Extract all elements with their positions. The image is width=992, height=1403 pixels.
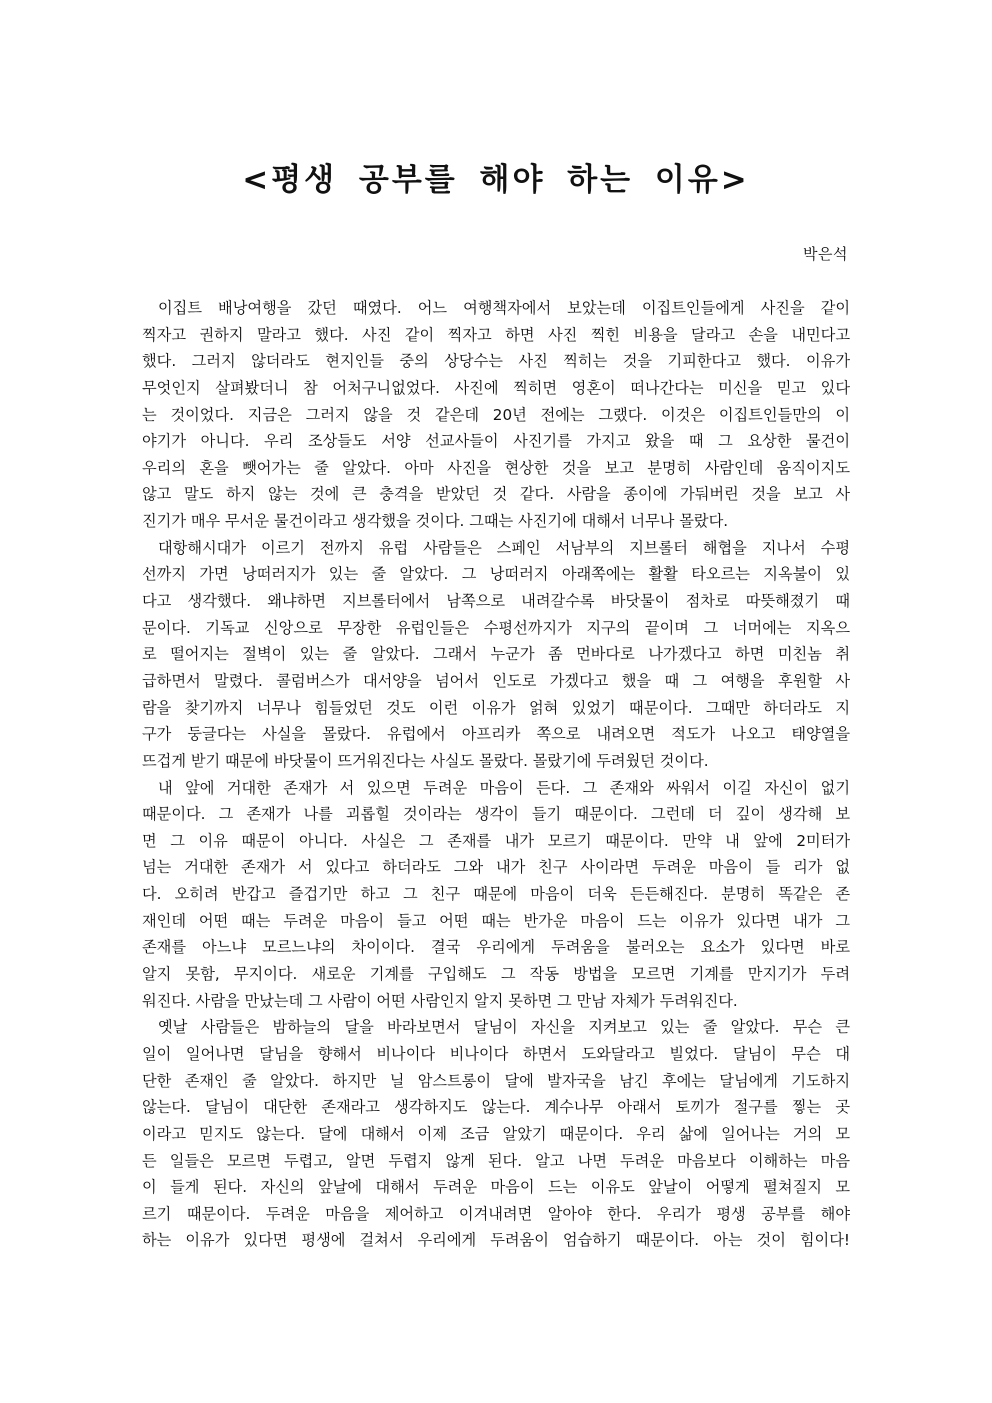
body-text: [142, 295, 850, 1254]
text-line: 않고 말도 하지 않는 것에 큰 충격을 받았던 것 같다. 사람을 종이에 가둬버린 것을 보고 사: [142, 485, 850, 504]
text-line: 선까지 가면 낭떠러지가 있는 줄 알았다. 그 낭떠러지 아래쪽에는 활활 타오르는 지옥불이 있: [142, 565, 850, 584]
text-line: 면 그 이유 때문이 아니다. 사실은 그 존재를 내가 모르기 때문이다. 만약 내 앞에 2미터가: [142, 831, 850, 850]
text-line: 이라고 믿지도 않는다. 달에 대해서 이제 조금 알았기 때문이다. 우리 삶에 일어나는 거의 모: [142, 1124, 850, 1143]
text-line: 내 앞에 거대한 존재가 서 있으면 두려운 마음이 든다. 그 존재와 싸워서 이길 자신이 없기: [158, 778, 850, 797]
text-line: 다. 오히려 반갑고 즐겁기만 하고 그 친구 때문에 마음이 더욱 든든해진다. 분명히 똑같은 존: [142, 885, 850, 904]
text-line: 르기 때문이다. 두려운 마음을 제어하고 이겨내려면 알아야 한다. 우리가 평생 공부를 해야: [142, 1204, 850, 1223]
text-line: 넘는 거대한 존재가 서 있다고 하더라도 그와 내가 친구 사이라면 두려운 마음이 들 리가 없: [142, 858, 850, 877]
text-line: 찍자고 권하지 말라고 했다. 사진 같이 찍자고 하면 사진 찍힌 비용을 달라고 손을 내민다고: [142, 325, 850, 344]
text-line: 대항해시대가 이르기 전까지 유럽 사람들은 스페인 서남부의 지브롤터 해협을 지나서 수평: [158, 538, 850, 557]
text-line: 워진다. 사람을 만났는데 그 사람이 어떤 사람인지 알지 못하면 그 만남 자체가 두려워진다.: [142, 991, 738, 1010]
document-title: <평생 공부를 해야 하는 이유>: [242, 162, 750, 198]
text-line: 알지 못함, 무지이다. 새로운 기계를 구입해도 그 작동 방법을 모르면 기계를 만지기가 두려: [142, 965, 850, 984]
text-line: 든 일들은 모르면 두렵고, 알면 두렵지 않게 된다. 알고 나면 두려운 마음보다 이해하는 마음: [142, 1151, 850, 1170]
text-line: 진기가 매우 무서운 물건이라고 생각했을 것이다. 그때는 사진기에 대해서 너무나 몰랐다.: [142, 512, 729, 531]
text-line: 단한 존재인 줄 알았다. 하지만 닐 암스트롱이 달에 발자국을 남긴 후에는 달님에게 기도하지: [142, 1071, 850, 1090]
text-line: 로 떨어지는 절벽이 있는 줄 알았다. 그래서 누군가 좀 먼바다로 나가겠다고 하면 미친놈 취: [142, 645, 850, 664]
text-line: 무엇인지 살펴봤더니 참 어처구니없었다. 사진에 찍히면 영혼이 떠나간다는 미신을 믿고 있다: [142, 378, 850, 397]
text-line: 급하면서 말렸다. 콜럼버스가 대서양을 넘어서 인도로 가겠다고 했을 때 그 여행을 후원할 사: [142, 671, 850, 690]
text-line: 이집트 배낭여행을 갔던 때였다. 어느 여행책자에서 보았는데 이집트인들에게 사진을 같이: [158, 299, 850, 317]
text-line: 하는 이유가 있다면 평생에 걸쳐서 우리에게 두려움이 엄습하기 때문이다. 아는 것이 힘이다!: [142, 1231, 850, 1250]
text-line: 는 것이었다. 지금은 그러지 않을 것 같은데 20년 전에는 그랬다. 이것은 이집트인들만의 이: [142, 405, 850, 424]
text-line: 야기가 아니다. 우리 조상들도 서양 선교사들이 사진기를 가지고 왔을 때 그 요상한 물건이: [142, 432, 850, 451]
text-line: 구가 둥글다는 사실을 몰랐다. 유럽에서 아프리카 쪽으로 내려오면 적도가 나오고 태양열을: [142, 725, 850, 744]
text-line: 우리의 혼을 뺏어가는 줄 알았다. 아마 사진을 현상한 것을 보고 분명히 사람인데 움직이지도: [142, 458, 850, 477]
text-line: 존재를 아느냐 모르느냐의 차이이다. 결국 우리에게 두려움을 불러오는 요소가 있다면 바로: [142, 938, 850, 957]
text-line: 람을 찾기까지 너무나 힘들었던 것도 이런 이유가 얽혀 있었기 때문이다. 그때만 하더라도 지: [142, 698, 850, 717]
text-line: 않는다. 달님이 대단한 존재라고 생각하지도 않는다. 계수나무 아래서 토끼가 절구를 찧는 곳: [142, 1098, 850, 1117]
text-line: 뜨겁게 받기 때문에 바닷물이 뜨거워진다는 사실도 몰랐다. 몰랐기에 두려웠던 것이다.: [142, 751, 709, 770]
text-line: 재인데 어떤 때는 두려운 마음이 들고 어떤 때는 반가운 마음이 드는 이유가 있다면 내가 그: [142, 911, 850, 930]
text-line: 이 들게 된다. 자신의 앞날에 대해서 두려운 마음이 드는 이유도 앞날이 어떻게 펼쳐질지 모: [142, 1178, 850, 1197]
text-line: 했다. 그러지 않더라도 현지인들 중의 상당수는 사진 찍히는 것을 기피한다고 했다. 이유가: [142, 352, 850, 371]
author-name: 박은석: [803, 245, 848, 263]
text-line: 문이다. 기독교 신앙으로 무장한 유럽인들은 수평선까지가 지구의 끝이며 그 너머에는 지옥으: [142, 618, 850, 637]
text-line: 옛날 사람들은 밤하늘의 달을 바라보면서 달님이 자신을 지켜보고 있는 줄 알았다. 무슨 큰: [158, 1018, 850, 1037]
text-line: 다고 생각했다. 왜냐하면 지브롤터에서 남쪽으로 내려갈수록 바닷물이 점차로 따뜻해졌기 때: [142, 592, 850, 611]
text-line: 일이 일어나면 달님을 향해서 비나이다 비나이다 하면서 도와달라고 빌었다. 달님이 무슨 대: [142, 1044, 850, 1063]
text-line: 때문이다. 그 존재가 나를 괴롭힐 것이라는 생각이 들기 때문이다. 그런데 더 깊이 생각해 보: [142, 805, 850, 824]
